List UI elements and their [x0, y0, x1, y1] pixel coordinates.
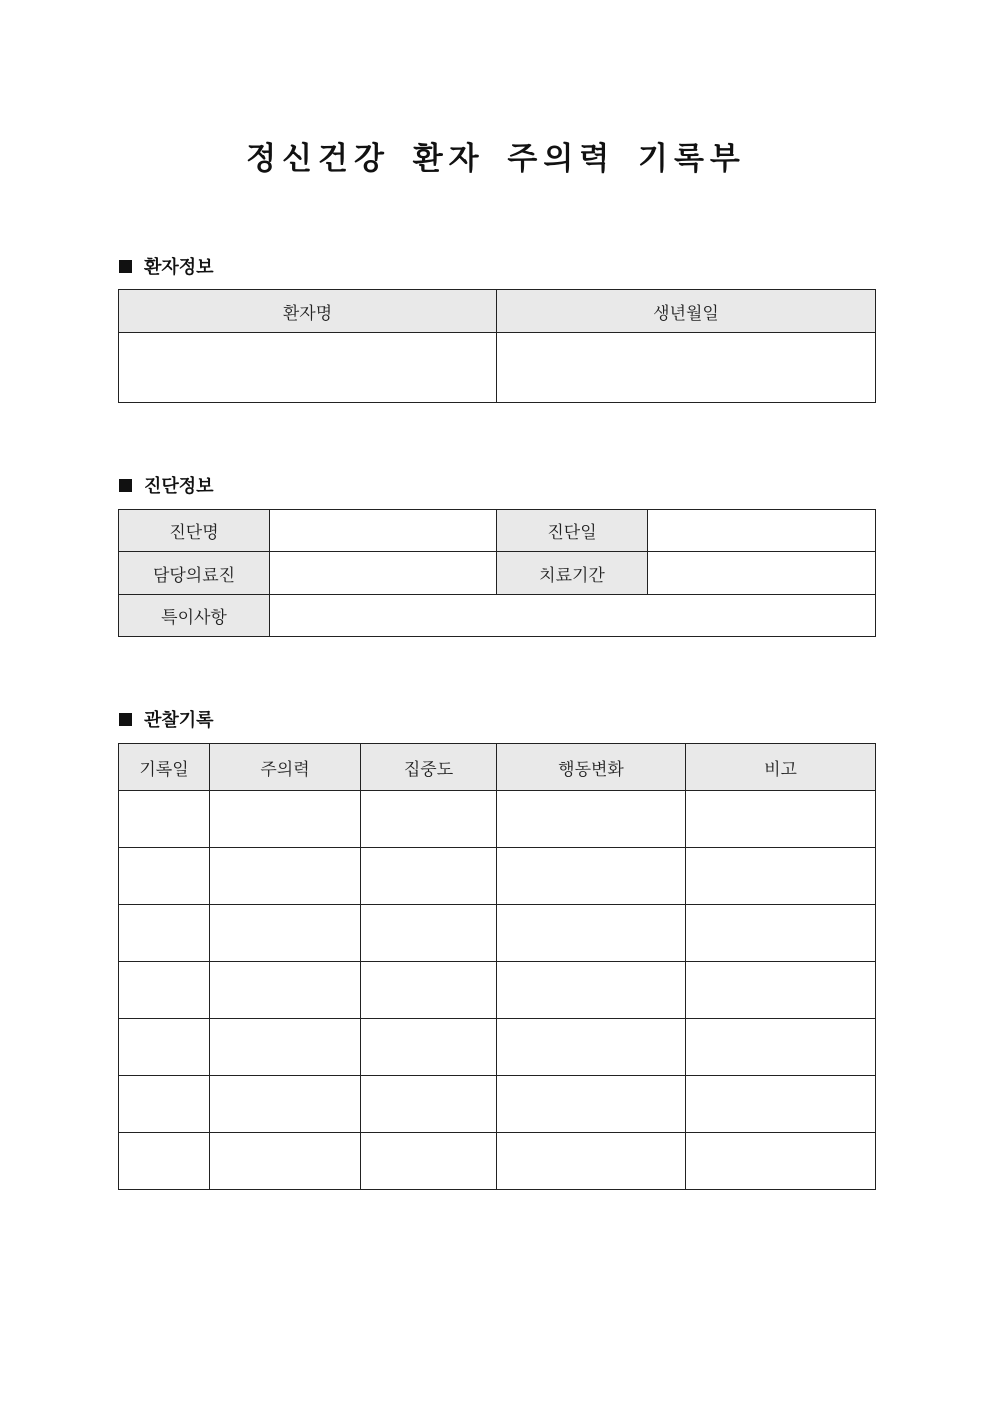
- concentration-cell[interactable]: [361, 1133, 497, 1190]
- attention-cell[interactable]: [210, 962, 361, 1019]
- behavior-change-header: 행동변화: [497, 744, 686, 791]
- section-observation-title: 관찰기록: [144, 710, 214, 731]
- patient-name-cell[interactable]: [119, 333, 497, 403]
- table-row: [119, 791, 876, 848]
- record-date-cell[interactable]: [119, 848, 210, 905]
- record-date-cell[interactable]: [119, 1019, 210, 1076]
- remarks-cell[interactable]: [686, 1019, 876, 1076]
- record-date-header: 기록일: [119, 744, 210, 791]
- behavior-change-cell[interactable]: [497, 1019, 686, 1076]
- remarks-cell[interactable]: [686, 905, 876, 962]
- attention-cell[interactable]: [210, 905, 361, 962]
- special-notes-cell[interactable]: [270, 595, 876, 637]
- concentration-cell[interactable]: [361, 848, 497, 905]
- patient-info-table: [118, 289, 876, 403]
- table-row: [119, 1133, 876, 1190]
- square-bullet-icon: [119, 713, 132, 726]
- concentration-header: 집중도: [361, 744, 497, 791]
- behavior-change-cell[interactable]: [497, 962, 686, 1019]
- attention-cell[interactable]: [210, 848, 361, 905]
- table-row: [119, 1019, 876, 1076]
- birthdate-cell[interactable]: [497, 333, 876, 403]
- diagnosis-name-label: 진단명: [119, 510, 270, 552]
- attention-cell[interactable]: [210, 1133, 361, 1190]
- diagnosis-info-table: [118, 509, 876, 637]
- concentration-cell[interactable]: [361, 1019, 497, 1076]
- section-diagnosis-title: 진단정보: [144, 476, 214, 497]
- concentration-cell[interactable]: [361, 962, 497, 1019]
- behavior-change-cell[interactable]: [497, 791, 686, 848]
- concentration-cell[interactable]: [361, 791, 497, 848]
- diagnosis-name-cell[interactable]: [270, 510, 497, 552]
- concentration-cell[interactable]: [361, 905, 497, 962]
- medical-staff-cell[interactable]: [270, 552, 497, 595]
- remarks-cell[interactable]: [686, 848, 876, 905]
- diagnosis-date-label: 진단일: [497, 510, 648, 552]
- observation-rows: [119, 791, 876, 1190]
- section-diagnosis-heading: [119, 472, 214, 498]
- observation-table: [118, 743, 876, 1190]
- document-title: 정신건강 환자 주의력 기록부: [246, 141, 746, 177]
- attention-header: 주의력: [210, 744, 361, 791]
- square-bullet-icon: [119, 479, 132, 492]
- treatment-period-label: 치료기간: [497, 552, 648, 595]
- concentration-cell[interactable]: [361, 1076, 497, 1133]
- medical-staff-label: 담당의료진: [119, 552, 270, 595]
- birthdate-header: 생년월일: [497, 290, 876, 333]
- attention-cell[interactable]: [210, 1019, 361, 1076]
- section-patient-title: 환자정보: [144, 257, 214, 278]
- attention-cell[interactable]: [210, 1076, 361, 1133]
- behavior-change-cell[interactable]: [497, 1076, 686, 1133]
- remarks-cell[interactable]: [686, 1133, 876, 1190]
- record-date-cell[interactable]: [119, 905, 210, 962]
- remarks-header: 비고: [686, 744, 876, 791]
- section-patient-heading: [119, 253, 214, 279]
- remarks-cell[interactable]: [686, 962, 876, 1019]
- special-notes-label: 특이사항: [119, 595, 270, 637]
- section-observation-heading: [119, 706, 214, 732]
- behavior-change-cell[interactable]: [497, 905, 686, 962]
- record-date-cell[interactable]: [119, 791, 210, 848]
- square-bullet-icon: [119, 260, 132, 273]
- table-row: [119, 1076, 876, 1133]
- behavior-change-cell[interactable]: [497, 848, 686, 905]
- diagnosis-date-cell[interactable]: [648, 510, 876, 552]
- table-row: [119, 905, 876, 962]
- table-row: [119, 962, 876, 1019]
- remarks-cell[interactable]: [686, 1076, 876, 1133]
- attention-cell[interactable]: [210, 791, 361, 848]
- behavior-change-cell[interactable]: [497, 1133, 686, 1190]
- record-date-cell[interactable]: [119, 1076, 210, 1133]
- table-row: [119, 848, 876, 905]
- treatment-period-cell[interactable]: [648, 552, 876, 595]
- patient-name-header: 환자명: [119, 290, 497, 333]
- record-date-cell[interactable]: [119, 1133, 210, 1190]
- record-date-cell[interactable]: [119, 962, 210, 1019]
- remarks-cell[interactable]: [686, 791, 876, 848]
